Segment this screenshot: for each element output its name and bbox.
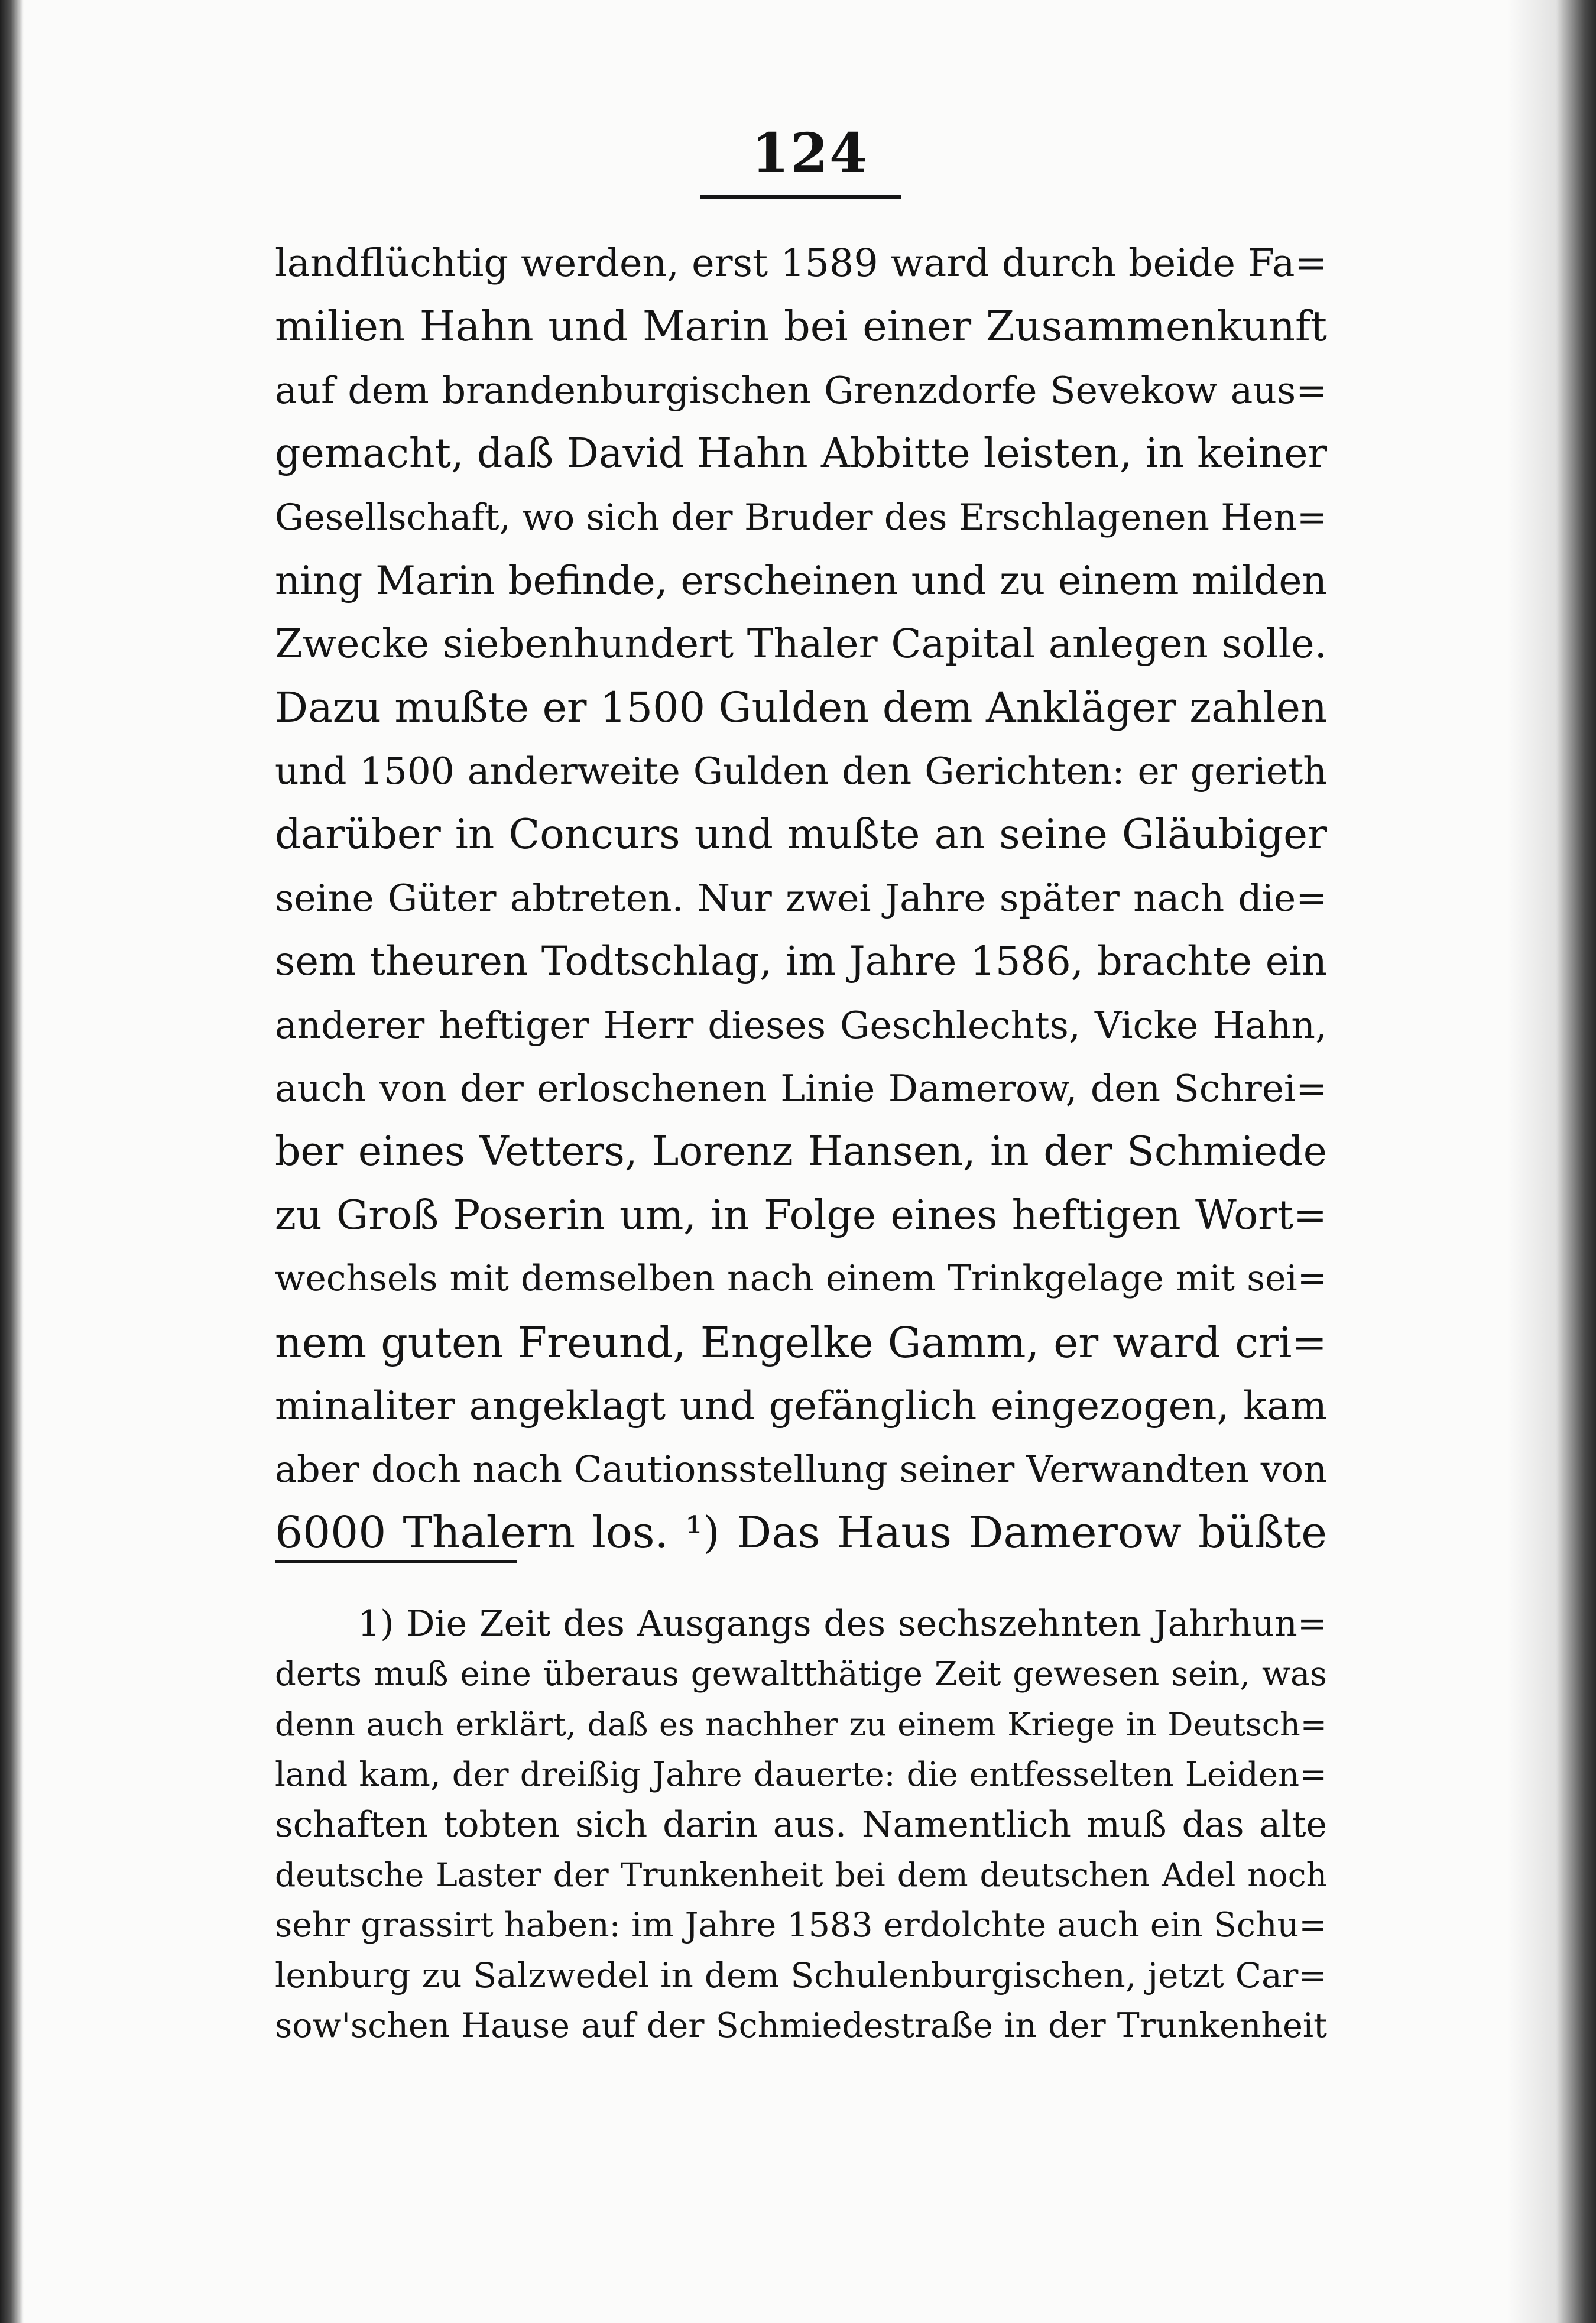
footnote-line: lenburg zu Salzwedel in dem Schulenburgischen, jetzt Car=: [275, 1955, 1327, 1996]
text-line: und 1500 anderweite Gulden den Gerichten: er gerieth: [275, 750, 1327, 793]
footnote-line: 1) Die Zeit des Ausgangs des sechszehnten Jahrhun=: [358, 1603, 1327, 1644]
page-number-rule: [700, 195, 901, 199]
footnote-line: land kam, der dreißig Jahre dauerte: die entfesselten Leiden=: [275, 1756, 1327, 1794]
text-line: wechsels mit demselben nach einem Trinkgelage mit sei=: [275, 1258, 1327, 1300]
text-line: gemacht, daß David Hahn Abbitte leisten, in keiner: [275, 430, 1327, 478]
text-line: minaliter angeklagt und gefänglich eingezogen, kam: [275, 1383, 1327, 1429]
footnote-line: sow'schen Hause auf der Schmiedestraße in der Trunkenheit: [275, 2006, 1327, 2045]
text-line: ning Marin befinde, erscheinen und zu einem milden: [275, 557, 1327, 604]
footnote-line: sehr grassirt haben: im Jahre 1583 erdolchte auch ein Schu=: [275, 1906, 1327, 1945]
page-right-edge-shadow: [1507, 0, 1596, 2323]
footnote-line: schaften tobten sich darin aus. Namentlich muß das alte: [275, 1804, 1327, 1845]
text-line: Dazu mußte er 1500 Gulden dem Ankläger zahlen: [275, 683, 1327, 732]
footnote: [275, 1599, 1327, 2051]
text-line: milien Hahn und Marin bei einer Zusammenkunft: [275, 302, 1327, 351]
text-line: landflüchtig werden, erst 1589 ward durch beide Fa=: [275, 241, 1327, 285]
footnote-line: derts muß eine überaus gewaltthätige Zeit gewesen sein, was: [275, 1655, 1327, 1693]
text-line: 6000 Thalern los. ¹) Das Haus Damerow büßte: [275, 1507, 1327, 1558]
footnote-line: deutsche Laster der Trunkenheit bei dem deutschen Adel noch: [275, 1856, 1327, 1894]
text-line: ber eines Vetters, Lorenz Hansen, in der Schmiede: [275, 1128, 1327, 1176]
text-line: Gesellschaft, wo sich der Bruder des Erschlagenen Hen=: [275, 496, 1327, 538]
text-line: seine Güter abtreten. Nur zwei Jahre später nach die=: [275, 876, 1327, 920]
main-text: [275, 232, 1327, 1565]
text-line: auch von der erloschenen Linie Damerow, den Schrei=: [275, 1067, 1327, 1111]
text-line: auf dem brandenburgischen Grenzdorfe Sevekow aus=: [275, 368, 1327, 412]
text-line: Zwecke siebenhundert Thaler Capital anlegen solle.: [275, 621, 1327, 667]
text-line: sem theuren Todtschlag, im Jahre 1586, brachte ein: [275, 938, 1327, 985]
text-line: anderer heftiger Herr dieses Geschlechts, Vicke Hahn,: [275, 1003, 1327, 1047]
text-line: zu Groß Poserin um, in Folge eines heftigen Wort=: [275, 1192, 1327, 1239]
footnote-line: denn auch erklärt, daß es nachher zu einem Kriege in Deutsch=: [275, 1706, 1327, 1743]
text-line: nem guten Freund, Engelke Gamm, er ward cri=: [275, 1318, 1327, 1367]
page-number: 124: [751, 121, 869, 185]
text-line: darüber in Concurs und mußte an seine Gläubiger: [275, 810, 1327, 858]
page-left-edge: [0, 0, 24, 2323]
text-line: aber doch nach Cautionsstellung seiner Verwandten von: [275, 1448, 1327, 1491]
footnote-separator: [275, 1560, 517, 1563]
